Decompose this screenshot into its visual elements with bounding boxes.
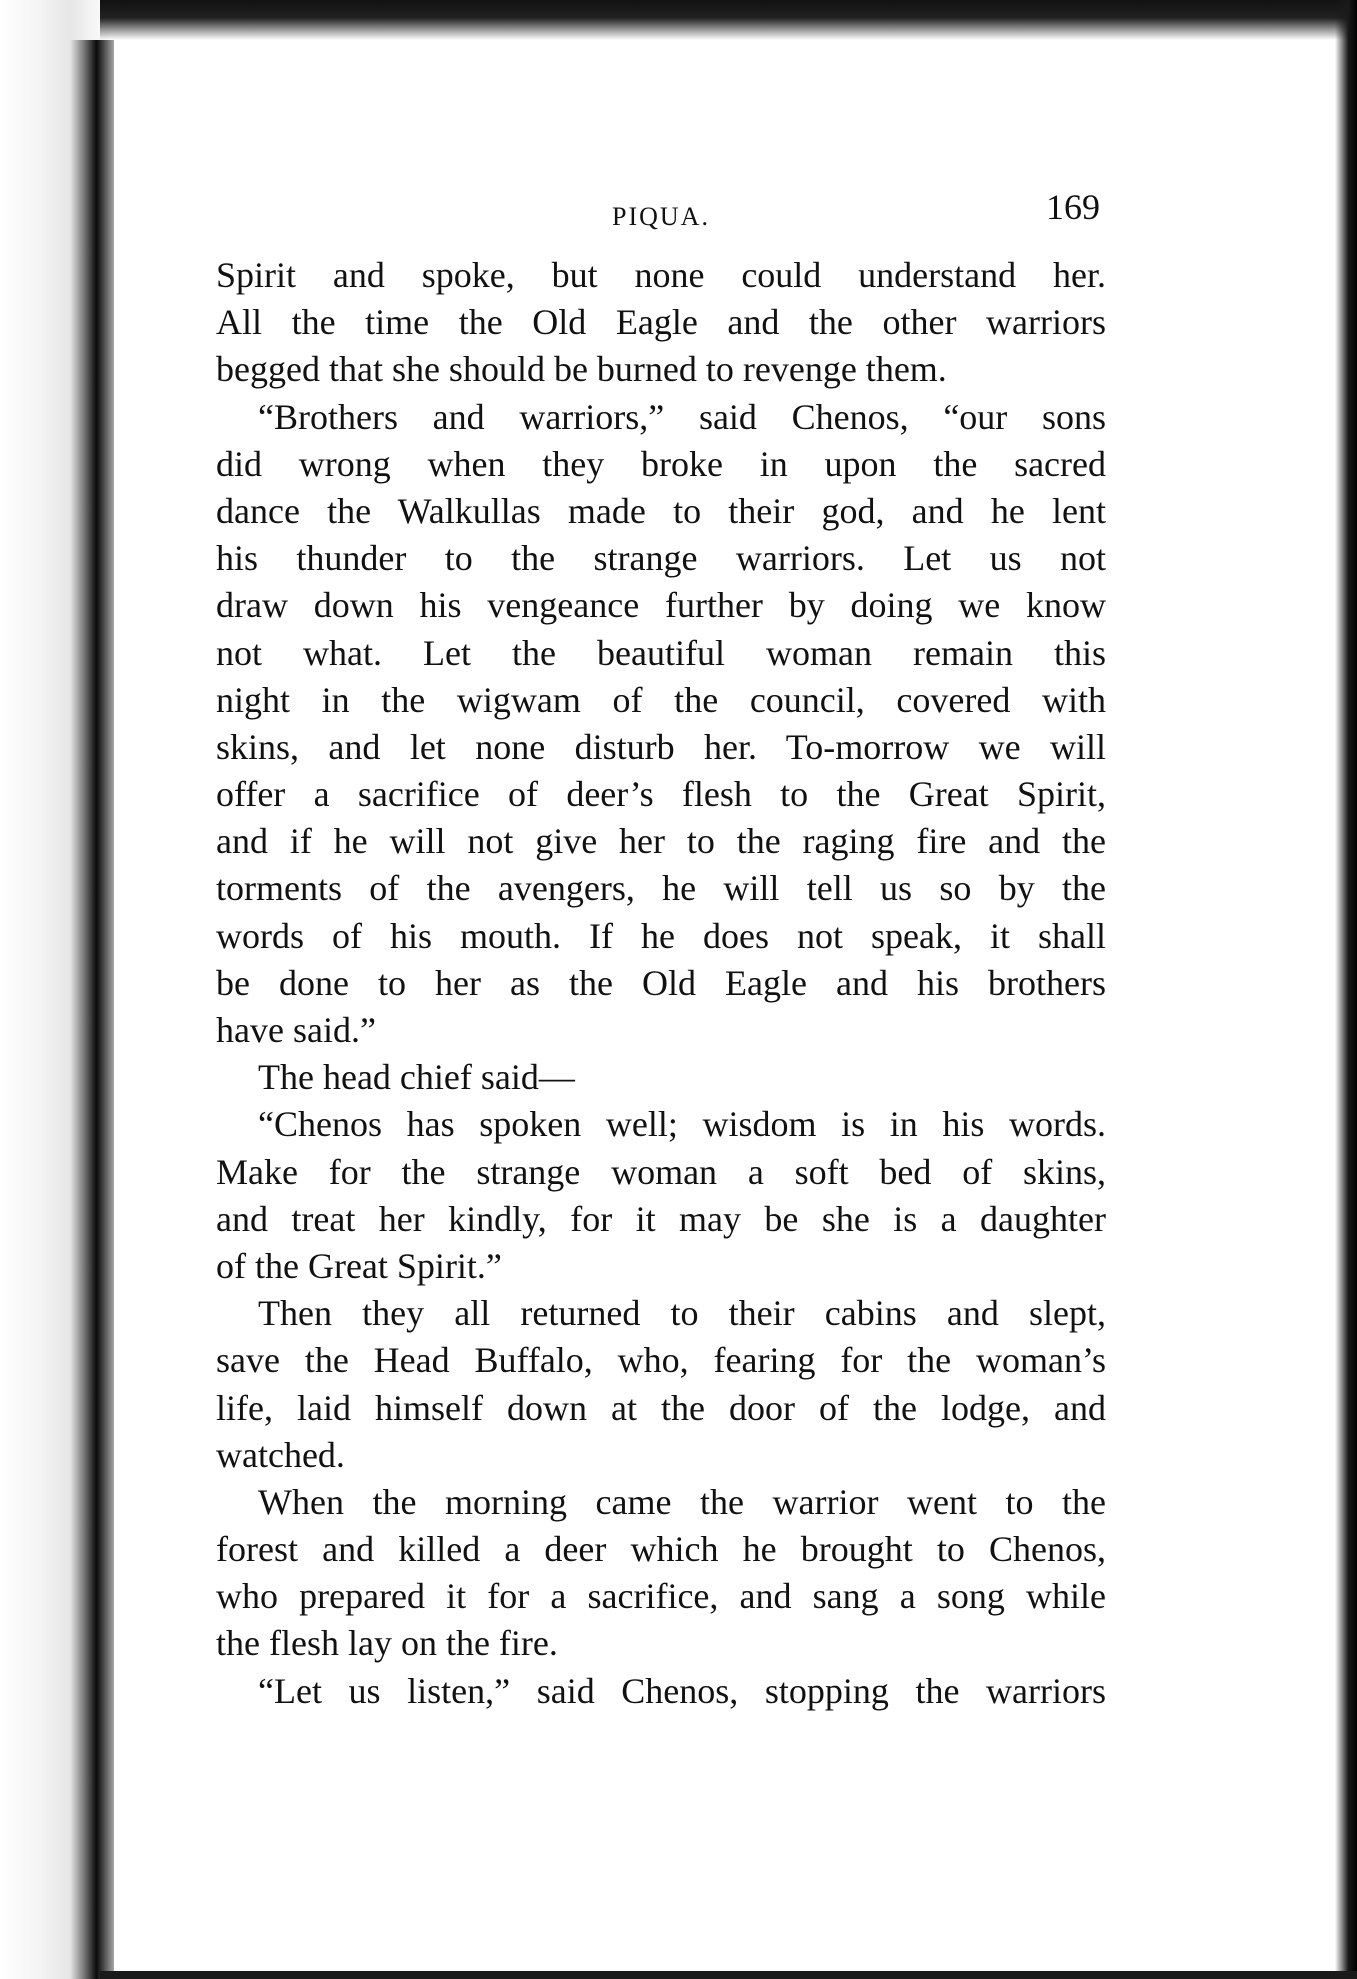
text-line: not what. Let the beautiful woman remain this [216,632,1106,673]
text-line: dance the Walkullas made to their god, and he lent [216,490,1106,531]
text-line: draw down his vengeance further by doing we know [216,585,1106,626]
book-spine-shadow [70,40,114,1979]
chapter-title: PIQUA. [612,202,710,231]
scan-bottom-edge [100,1971,1357,1979]
text-line: Spirit and spoke, but none could understand her. [216,255,1106,295]
text-line: All the time the Old Eagle and the other warriors [216,302,1106,343]
text-line: “Chenos has spoken well; wisdom is in his words. [258,1104,1106,1145]
text-line: be done to her as the Old Eagle and his brothers [216,962,1106,1003]
text-line: life, laid himself down at the door of the lodge, and [216,1387,1106,1428]
text-line: “Brothers and warriors,” said Chenos, “our sons [258,396,1106,437]
running-head [216,180,1106,240]
text-line: words of his mouth. If he does not speak, it shall [216,915,1106,956]
text-line: The head chief said— [258,1057,575,1098]
text-line: of the Great Spirit.” [216,1245,502,1286]
text-line: save the Head Buffalo, who, fearing for the woman’s [216,1340,1106,1381]
text-line: and treat her kindly, for it may be she is a daughter [216,1198,1106,1239]
scan-right-edge [1335,0,1357,1979]
text-line: forest and killed a deer which he brought to Chenos, [216,1529,1106,1570]
scan-top-edge [100,0,1357,40]
text-line: torments of the avengers, he will tell us so by the [216,868,1106,909]
text-line: Make for the strange woman a soft bed of skins, [216,1151,1106,1192]
text-line: When the morning came the warrior went to the [258,1481,1106,1522]
text-line: begged that she should be burned to revenge them. [216,349,947,390]
text-line: “Let us listen,” said Chenos, stopping the warriors [258,1670,1106,1711]
book-page [216,180,1106,1715]
text-line: his thunder to the strange warriors. Let us not [216,538,1106,579]
text-line: who prepared it for a sacrifice, and sang a song while [216,1576,1106,1617]
body-text [216,252,1106,1715]
text-line: and if he will not give her to the raging fire and the [216,821,1106,862]
text-line: did wrong when they broke in upon the sacred [216,443,1106,484]
text-line: night in the wigwam of the council, covered with [216,679,1106,720]
text-line: have said.” [216,1010,376,1050]
text-line: Then they all returned to their cabins and slept, [258,1293,1106,1334]
text-line: skins, and let none disturb her. To-morrow we will [216,726,1106,767]
text-line: offer a sacrifice of deer’s flesh to the Great Spirit, [216,774,1106,815]
text-line: watched. [216,1434,345,1475]
page-number: 169 [1046,187,1100,227]
text-line: the flesh lay on the fire. [216,1623,558,1664]
